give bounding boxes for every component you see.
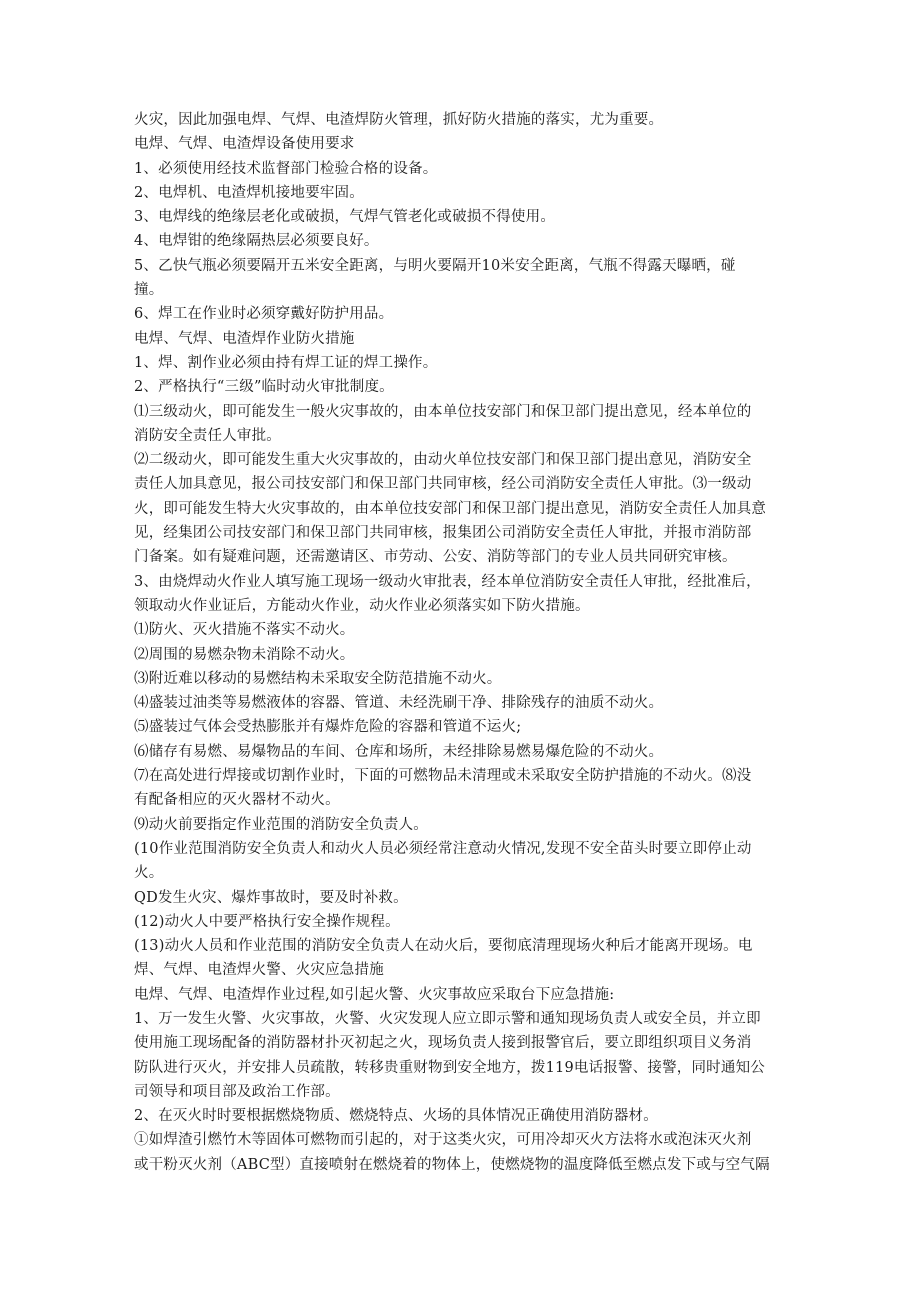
text-line: 2、严格执行“三级”临时动火审批制度。	[134, 379, 394, 396]
text-line: ⑺在高处进行焊接或切割作业时，下面的可燃物品未清理或未采取安全防护措施的不动火。⑻没	[134, 768, 752, 785]
text-line: ⑵二级动火，即可能发生重大火灾事故的，由动火单位技安部门和保卫部门提出意见，消防安全	[134, 452, 752, 469]
text-line: 1、万一发生火警、火灾事故，火警、火灾发现人应立即示警和通知现场负责人或安全员，并立即	[134, 1010, 761, 1027]
text-line: 4、电焊钳的绝缘隔热层必须要良好。	[134, 233, 379, 250]
text-line: 或干粉灭火剂（ABC型）直接喷射在燃烧着的物体上，使燃烧物的温度降低至燃点发下或与空气隔	[134, 1156, 770, 1173]
section-heading: 焊、气焊、电渣焊火警、火灾应急措施	[134, 962, 384, 979]
text-line: 责任人加具意见，报公司技安部门和保卫部门共同审核，经公司消防安全责任人审批。⑶一级动	[134, 476, 752, 493]
section-heading: 电焊、气焊、电渣焊设备使用要求	[134, 136, 355, 153]
text-line: ①如焊渣引燃竹木等固体可燃物而引起的，对于这类火灾，可用冷却灭火方法将水或泡沫灭火剂	[134, 1132, 752, 1149]
text-line: 5、乙快气瓶必须要隔开五米安全距离，与明火要隔开10米安全距离，气瓶不得露天曝晒，碰	[134, 257, 736, 274]
text-line: 有配备相应的灭火器材不动火。	[134, 792, 340, 809]
text-line: 防队进行灭火，并安排人员疏散，转移贵重财物到安全地方，拨119电话报警、接警，同时通知公	[134, 1059, 765, 1076]
text-line: ⑼动火前要指定作业范围的消防安全负责人。	[134, 816, 428, 833]
text-line: ⑴三级动火，即可能发生一般火灾事故的，由本单位技安部门和保卫部门提出意见，经本单位的	[134, 403, 752, 420]
text-line: (10作业范围消防安全负责人和动火人员必须经常注意动火情况,发现不安全苗头时要立即停止动	[134, 840, 752, 857]
text-line: 2、在灭火时时要根据燃烧物质、燃烧特点、火场的具体情况正确使用消防器材。	[134, 1108, 658, 1125]
text-line: 见，经集团公司技安部门和保卫部门共同审核，报集团公司消防安全责任人审批，并报市消防部	[134, 525, 752, 542]
text-line: 门备案。如有疑难问题，还需邀请区、市劳动、公安、消防等部门的专业人员共同研究审核。	[134, 549, 737, 566]
text-line: 1、焊、割作业必须由持有焊工证的焊工操作。	[134, 354, 438, 371]
text-line: 使用施工现场配备的消防器材扑灭初起之火，现场负责人接到报警官后，要立即组织项目义务消	[134, 1035, 752, 1052]
text-line: 电焊、气焊、电渣焊作业过程,如引起火警、火灾事故应采取台下应急措施:	[134, 986, 615, 1003]
text-line: 消防安全责任人审批。	[134, 427, 281, 444]
document-page	[134, 108, 794, 1177]
text-line: 火，即可能发生特大火灾事故的，由本单位技安部门和保卫部门提出意见，消防安全责任人加具意	[134, 500, 767, 517]
text-line: QD发生火灾、爆炸事故时，要及时补救。	[134, 889, 408, 906]
text-line: 6、焊工在作业时必须穿戴好防护用品。	[134, 306, 394, 323]
text-line: ⑷盛装过油类等易燃液体的容器、管道、未经洗刷干净、排除残存的油质不动火。	[134, 695, 664, 712]
text-line: ⑶附近难以移动的易燃结构未采取安全防范措施不动火。	[134, 670, 502, 687]
text-line: ⑹储存有易燃、易爆物品的车间、仓库和场所，未经排除易燃易爆危险的不动火。	[134, 743, 664, 760]
text-line: 1、必须使用经技术监督部门检验合格的设备。	[134, 160, 438, 177]
text-line: ⑵周围的易燃杂物未消除不动火。	[134, 646, 355, 663]
text-line: 3、由烧焊动火作业人填写施工现场一级动火审批表，经本单位消防安全责任人审批，经批准后，	[134, 573, 761, 590]
text-line: 领取动火作业证后，方能动火作业，动火作业必须落实如下防火措施。	[134, 597, 590, 614]
text-line: 2、电焊机、电渣焊机接地要牢固。	[134, 184, 364, 201]
text-line: 司领导和项目部及政治工作部。	[134, 1083, 340, 1100]
text-line: ⑴防火、灭火措施不落实不动火。	[134, 622, 355, 639]
text-line: 3、电焊线的绝缘层老化或破损，气焊气管老化或破损不得使用。	[134, 209, 556, 226]
text-line: (13)动火人员和作业范围的消防安全负责人在动火后，要彻底清理现场火种后才能离开现场。电	[134, 938, 753, 955]
text-line: 撞。	[134, 282, 164, 299]
text-line: (12)动火人中要严格执行安全操作规程。	[134, 913, 400, 930]
text-line: 火。	[134, 865, 164, 882]
text-line: ⑸盛装过气体会受热膨胀并有爆炸危险的容器和管道不运火;	[134, 719, 522, 736]
section-heading: 电焊、气焊、电渣焊作业防火措施	[134, 330, 355, 347]
text-line: 火灾，因此加强电焊、气焊、电渣焊防火管理，抓好防火措施的落实，尤为重要。	[134, 112, 664, 128]
